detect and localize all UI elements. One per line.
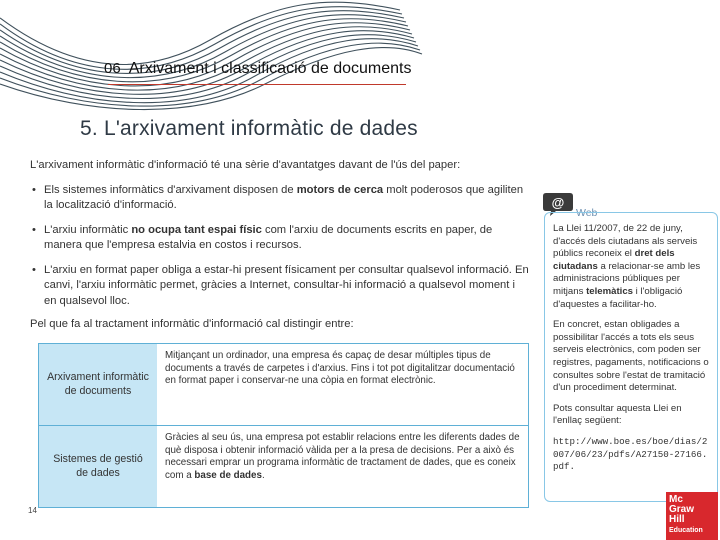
chapter-underline — [108, 84, 406, 85]
sidebar-paragraph: En concret, estan obligades a possibilitar l'accés a tots els seus serveis electrònics, com poden ser registres, pagaments, notificacions o consultes sobre l'estat de tramitació d'un procediment determinat. — [553, 319, 709, 394]
chapter-heading — [104, 60, 411, 78]
table-row-description: Gràcies al seu ús, una empresa pot establir relacions entre les diferents dades de què disposa i obtenir informació vàlida per a la presa de decisions. Per a això és necessari emprar un programa informàtic de tractament de dades, que es coneix com a base de dades. — [165, 432, 520, 481]
section-title: 5. L'arxivament informàtic de dades — [80, 117, 418, 140]
table-row-header: Arxivament informàtic de documents — [39, 344, 157, 425]
page-number: 14 — [28, 506, 37, 515]
law-link[interactable]: http://www.boe.es/boe/dias/2007/06/23/pdfs/A27150-27166.pdf. — [553, 435, 708, 473]
list-item: • L'arxiu informàtic no ocupa tant espai físic com l'arxiu de documents escrits en paper, de manera que l'empresa estalvia en costos i recursos. — [30, 223, 530, 254]
table-row-description: Mitjançant un ordinador, una empresa és capaç de desar múltiples tipus de documents a través de carpetes i d'arxius. Fins i tot pot digitalitzar documentació en format paper i conservar-ne una còpia en format electrònic. — [165, 350, 515, 386]
intro-paragraph: L'arxivament informàtic d'informació té una sèrie d'avantatges davant de l'ús del paper: — [30, 159, 461, 171]
at-sign-glyph: @ — [551, 195, 565, 210]
web-sidebar-box — [544, 212, 718, 502]
table-row — [39, 425, 528, 507]
list-item: • L'arxiu en format paper obliga a estar-hi present físicament per consultar qualsevol informació. En canvi, l'arxiu informàtic permet, gràcies a Internet, consultar-hi informació a qualsevol moment i en qualsevol lloc. — [30, 263, 530, 310]
chapter-title: Arxivament i classificació de documents — [128, 60, 412, 77]
table-row — [39, 344, 528, 425]
mcgraw-hill-logo: Mc Graw Hill Education — [666, 492, 718, 540]
comparison-table — [38, 343, 529, 508]
main-content — [30, 158, 530, 333]
advantages-list — [30, 183, 530, 310]
chapter-number: 06 — [104, 60, 121, 77]
web-tag: Web — [576, 207, 598, 219]
list-item: • Els sistemes informàtics d'arxivament disposen de motors de cerca molt poderosos que agiliten la localització d'informació. — [30, 183, 530, 214]
table-row-header: Sistemes de gestió de dades — [39, 426, 157, 507]
outro-paragraph: Pel que fa al tractament informàtic d'informació cal distingir entre: — [30, 318, 354, 330]
sidebar-paragraph: Pots consultar aquesta Llei en l'enllaç següent: — [553, 402, 682, 427]
sidebar-paragraph: La Llei 11/2007, de 22 de juny, d'accés dels ciutadans als serveis públics reconeix el dret dels ciutadans a relacionar-se amb les administracions públiques per mitjans telemàtics i l'obligació d'aquestes a facilitar-ho. — [553, 223, 701, 310]
